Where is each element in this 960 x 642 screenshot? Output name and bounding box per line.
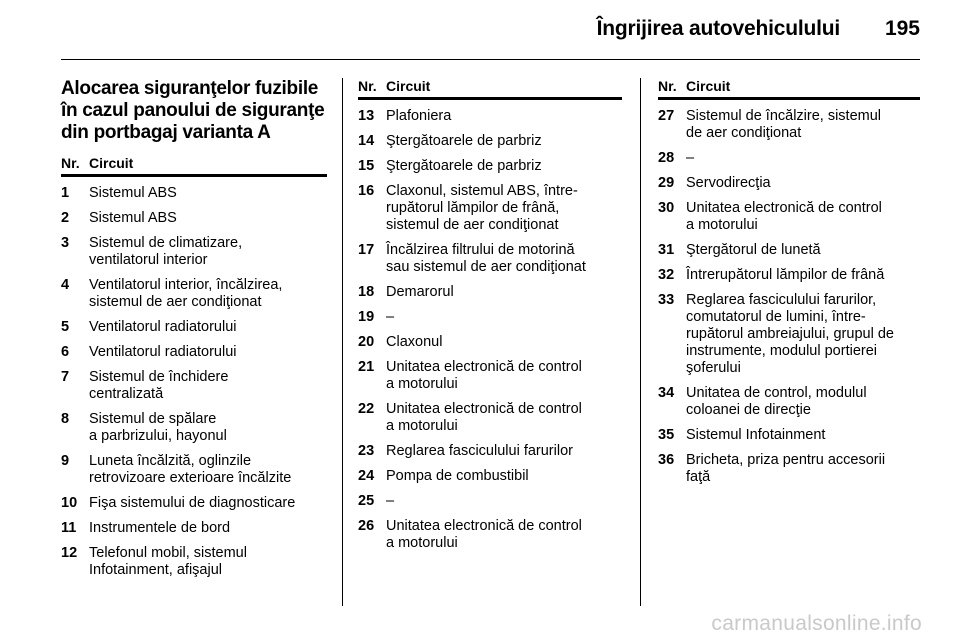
circuit-name: Reglarea fasciculului farurilor [386, 443, 573, 459]
circuit-name: Luneta încălzită, oglinzile retrovizoare exterioare încălzite [89, 453, 292, 486]
table-row [61, 319, 327, 336]
circuit-name: Sistemul Infotainment [686, 427, 826, 443]
table-row [358, 183, 622, 234]
table-row [61, 277, 327, 311]
table-row [61, 185, 327, 202]
table-row [61, 520, 327, 537]
fuse-number: 8 [61, 411, 70, 427]
fuse-number: 1 [61, 185, 70, 201]
fuse-number: 24 [358, 468, 375, 484]
circuit-name: Sistemul de încălzire, sistemul de aer condiţionat [686, 108, 882, 141]
circuit-name: – [686, 150, 695, 166]
column-3 [658, 78, 920, 494]
table-row [358, 468, 622, 485]
circuit-name: Unitatea electronică de control a motorului [386, 359, 582, 392]
circuit-name: Ştergătoarele de parbriz [386, 158, 542, 174]
circuit-name: Sistemul ABS [89, 210, 177, 226]
column-divider [640, 78, 641, 606]
table-row [658, 427, 920, 444]
header-circuit: Circuit [89, 155, 134, 171]
table-row [658, 292, 920, 377]
table-row [358, 309, 622, 326]
fuse-number: 15 [358, 158, 375, 174]
table-row [358, 133, 622, 150]
header-title: Îngrijirea autovehiculului [596, 17, 840, 40]
table-row [658, 108, 920, 142]
circuit-name: Ştergătorul de lunetă [686, 242, 821, 258]
fuse-number: 28 [658, 150, 675, 166]
table-row [358, 108, 622, 125]
circuit-name: Unitatea electronică de control a motorului [686, 200, 882, 233]
table-row [658, 385, 920, 419]
fuse-number: 10 [61, 495, 78, 511]
fuse-number: 2 [61, 210, 70, 226]
table-row [61, 545, 327, 579]
section-title: Alocarea siguranţelor fuzibile în cazul panoului de siguranţe din portbagaj varianta A [61, 78, 325, 143]
table-row [658, 267, 920, 284]
table-row [61, 453, 327, 487]
table-row [358, 401, 622, 435]
circuit-name: Ventilatorul interior, încălzirea, sistemul de aer condiţionat [89, 277, 283, 310]
watermark: carmanualsonline.info [711, 612, 922, 635]
circuit-name: – [386, 493, 395, 509]
circuit-name: Sistemul de climatizare, ventilatorul interior [89, 235, 243, 268]
fuse-number: 3 [61, 235, 70, 251]
column-1 [61, 78, 327, 587]
column-divider [342, 78, 343, 606]
fuse-number: 12 [61, 545, 78, 561]
fuse-number: 16 [358, 183, 375, 199]
circuit-name: Telefonul mobil, sistemul Infotainment, afişajul [89, 545, 247, 578]
fuse-number: 32 [658, 267, 675, 283]
fuse-number: 18 [358, 284, 375, 300]
circuit-name: Plafoniera [386, 108, 452, 124]
circuit-name: Sistemul de spălare a parbrizului, hayonul [89, 411, 227, 444]
circuit-name: Ştergătoarele de parbriz [386, 133, 542, 149]
table-row [658, 242, 920, 259]
header-nr: Nr. [61, 155, 80, 171]
fuse-number: 4 [61, 277, 70, 293]
circuit-name: Claxonul [386, 334, 443, 350]
fuse-number: 5 [61, 319, 70, 335]
table-row [358, 493, 622, 510]
circuit-name: Întrerupătorul lămpilor de frână [686, 267, 885, 283]
fuse-number: 31 [658, 242, 675, 258]
circuit-name: Reglarea fasciculului farurilor, comutatorul de lumini, între- rupătorul ambreiajului, grupul de instrumente, modulul portierei şoferului [686, 292, 894, 376]
fuse-number: 29 [658, 175, 675, 191]
column-2 [358, 78, 622, 560]
fuse-number: 7 [61, 369, 70, 385]
table-row [358, 334, 622, 351]
fuse-number: 6 [61, 344, 70, 360]
table-row [658, 150, 920, 167]
header-circuit: Circuit [686, 78, 731, 94]
fuse-list-1 [61, 185, 327, 579]
fuse-number: 13 [358, 108, 375, 124]
table-row [658, 452, 920, 486]
header-nr: Nr. [358, 78, 377, 94]
fuse-number: 14 [358, 133, 375, 149]
circuit-name: Pompa de combustibil [386, 468, 529, 484]
circuit-name: Unitatea electronică de control a motorului [386, 401, 582, 434]
fuse-list-3 [658, 108, 920, 486]
table-row [358, 284, 622, 301]
fuse-number: 23 [358, 443, 375, 459]
header-circuit: Circuit [386, 78, 431, 94]
circuit-name: Unitatea de control, modulul coloanei de direcţie [686, 385, 867, 418]
fuse-number: 30 [658, 200, 675, 216]
header-rule [61, 59, 920, 60]
circuit-name: Bricheta, priza pentru accesorii faţă [686, 452, 886, 485]
circuit-name: Claxonul, sistemul ABS, între- rupătorul lămpilor de frână, sistemul de aer condiţionat [386, 183, 578, 233]
table-row [61, 495, 327, 512]
fuse-list-2 [358, 108, 622, 552]
fuse-number: 9 [61, 453, 70, 469]
circuit-name: Unitatea electronică de control a motorului [386, 518, 582, 551]
table-row [61, 210, 327, 227]
table-header [658, 78, 920, 100]
fuse-number: 33 [658, 292, 675, 308]
table-row [358, 242, 622, 276]
fuse-number: 22 [358, 401, 375, 417]
table-row [358, 518, 622, 552]
circuit-name: Fişa sistemului de diagnosticare [89, 495, 296, 511]
fuse-number: 27 [658, 108, 675, 124]
fuse-number: 36 [658, 452, 675, 468]
fuse-number: 11 [61, 520, 77, 536]
table-row [61, 411, 327, 445]
table-header [61, 155, 327, 177]
fuse-number: 34 [658, 385, 675, 401]
fuse-number: 21 [358, 359, 375, 375]
circuit-name: Încălzirea filtrului de motorină sau sistemul de aer condiţionat [386, 242, 586, 275]
circuit-name: Demarorul [386, 284, 454, 300]
fuse-number: 19 [358, 309, 375, 325]
circuit-name: – [386, 309, 395, 325]
circuit-name: Ventilatorul radiatorului [89, 319, 237, 335]
table-row [658, 200, 920, 234]
table-row [358, 443, 622, 460]
fuse-number: 25 [358, 493, 375, 509]
circuit-name: Sistemul ABS [89, 185, 177, 201]
table-row [61, 369, 327, 403]
circuit-name: Instrumentele de bord [89, 520, 231, 536]
page-header [0, 0, 960, 60]
fuse-number: 20 [358, 334, 375, 350]
circuit-name: Servodirecţia [686, 175, 771, 191]
table-row [358, 158, 622, 175]
table-row [61, 344, 327, 361]
circuit-name: Ventilatorul radiatorului [89, 344, 237, 360]
fuse-number: 26 [358, 518, 375, 534]
table-row [358, 359, 622, 393]
table-header [358, 78, 622, 100]
page-number: 195 [884, 17, 920, 40]
fuse-number: 17 [358, 242, 375, 258]
header-nr: Nr. [658, 78, 677, 94]
circuit-name: Sistemul de închidere centralizată [89, 369, 229, 402]
table-row [61, 235, 327, 269]
table-row [658, 175, 920, 192]
fuse-number: 35 [658, 427, 675, 443]
